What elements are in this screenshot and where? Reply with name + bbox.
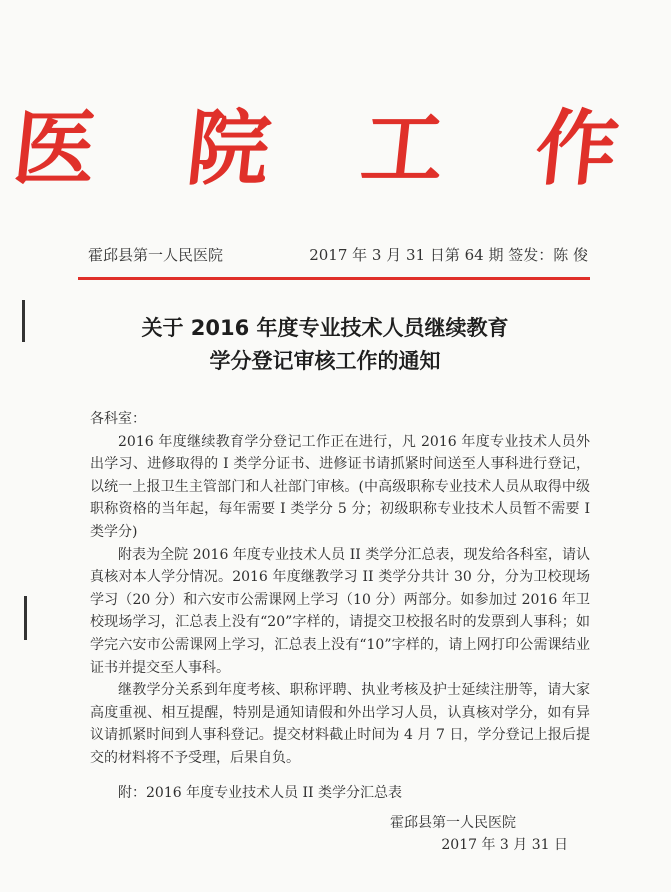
- issue-info: 2017 年 3 月 31 日第 64 期 签发：陈 俊: [309, 246, 588, 264]
- signature-org: 霍邱县第一人民医院: [390, 815, 516, 831]
- masthead-char: 工: [356, 100, 495, 197]
- signature-date: 2017 年 3 月 31 日: [441, 837, 568, 853]
- issue-line: [88, 244, 588, 268]
- signature-block: [390, 812, 590, 856]
- masthead-char: 医: [8, 100, 147, 197]
- issue-org: 霍邱县第一人民医院: [88, 246, 224, 264]
- notice-body: [90, 408, 590, 804]
- paragraph: 继教学分关系到年度考核、职称评聘、执业考核及护士延续注册等，请大家高度重视、相互提醒，特别是通知请假和外出学习人员，认真核对学分，如有异议请抓紧时间到人事科登记。提交材料截止时间为 4 月 7 日，学分登记上报后提交的材料将不予受理，后果自负。: [90, 682, 590, 766]
- notice-title: [60, 312, 590, 378]
- attachment-note: 附：2016 年度专业技术人员 II 类学分汇总表: [118, 784, 403, 801]
- paragraph: 2016 年度继续教育学分登记工作正在进行，凡 2016 年度专业技术人员外出学习、进修取得的 I 类学分证书、进修证书请抓紧时间送至人事科进行登记，以统一上报卫生主管部门和人社部门审核。(中高级职称专业技术人员从取得中级职称资格的当年起，每年需要 I 类学分 5 分；初级职称专业技术人员暂不需要 I 类学分): [90, 433, 590, 540]
- masthead-char: 作: [530, 100, 669, 197]
- title-line-2: 学分登记审核工作的通知: [209, 349, 441, 373]
- masthead-char: 院: [182, 100, 321, 197]
- salutation: 各科室：: [90, 411, 146, 427]
- title-line-1: 关于 2016 年度专业技术人员继续教育: [141, 316, 509, 340]
- paragraph: 附表为全院 2016 年度专业技术人员 II 类学分汇总表，现发给各科室，请认真核对本人学分情况。2016 年度继教学习 II 类学分共计 30 分，分为卫校现场学习（20 分）和六安市公需课网上学习（10 分）两部分。如参加过 2016 年卫校现场学习，汇总表上没有“20”字样的，请提交卫校报名时的发票到人事科；如学完六安市公需课网上学习，汇总表上没有“10”字样的，请上网打印公需课结业证书并提交至人事科。: [90, 546, 590, 676]
- masthead-title: [0, 92, 669, 197]
- red-divider: [78, 277, 590, 280]
- binding-mark-top: [22, 300, 25, 342]
- binding-mark-bottom: [24, 596, 27, 640]
